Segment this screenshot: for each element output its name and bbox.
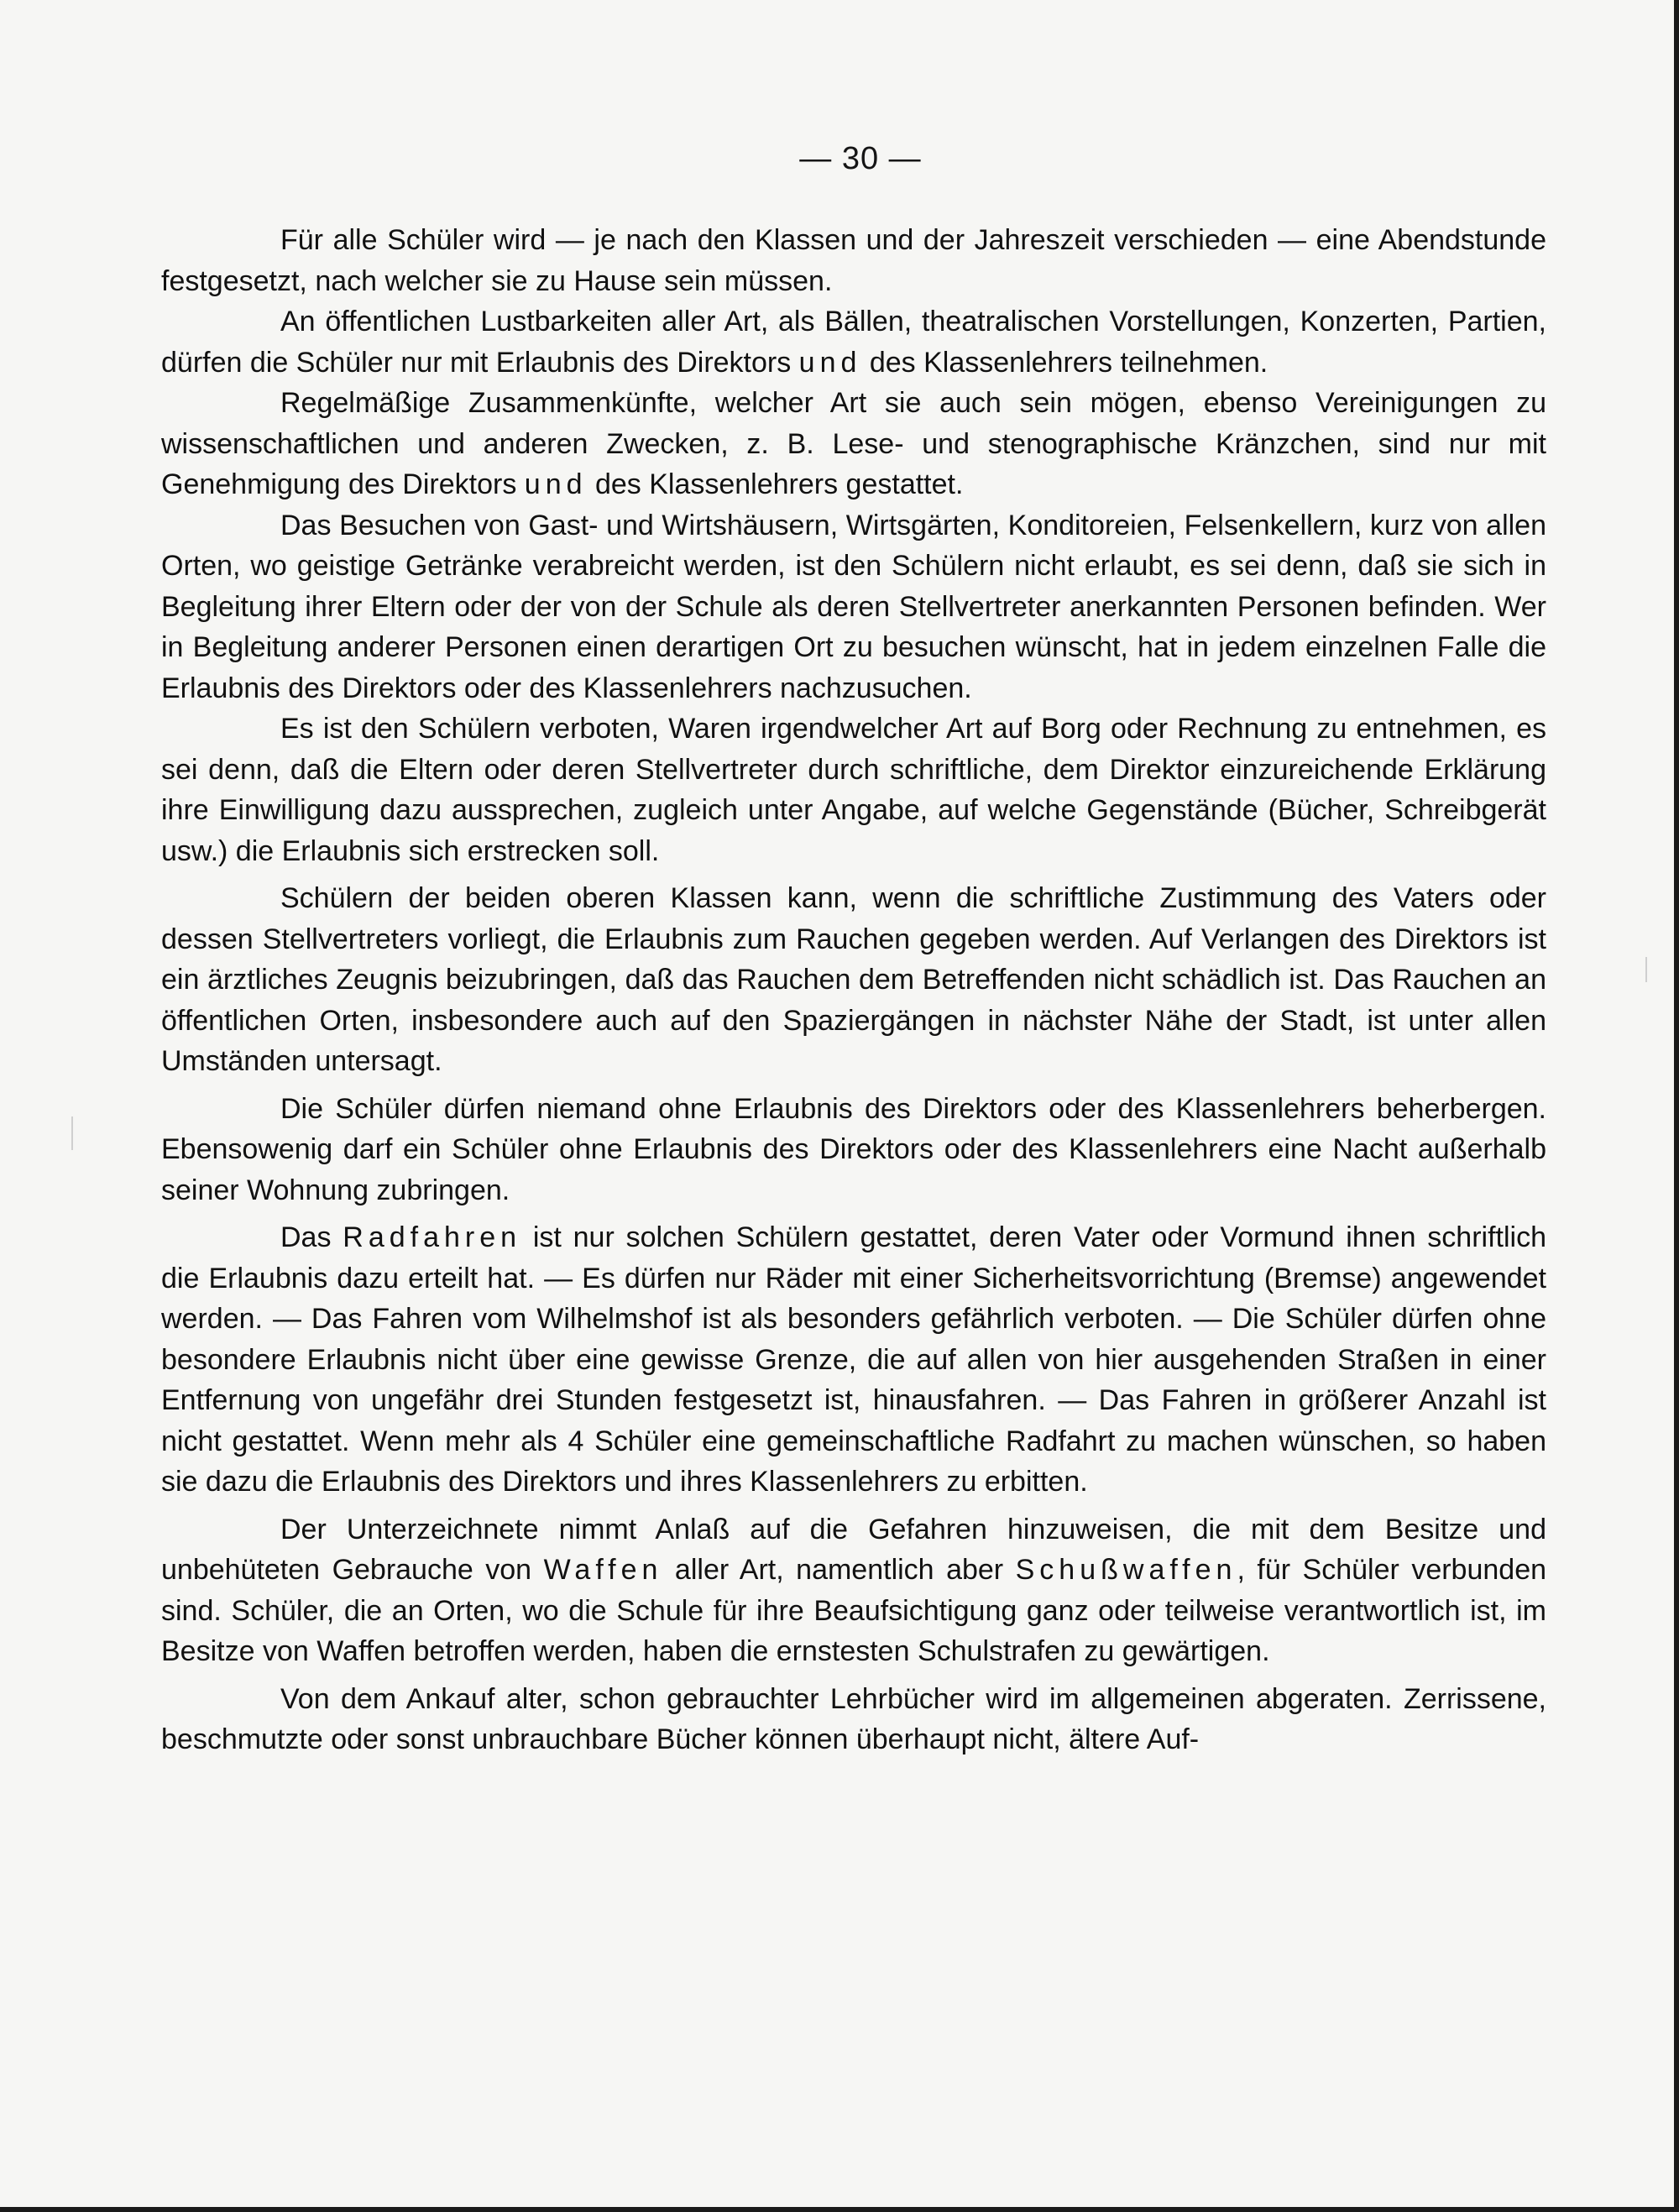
paragraph-weapons: Der Unterzeichnete nimmt Anlaß auf die Gefahren hinzuweisen, die mit dem Besitze und unbehüteten Gebrauche von Waffen aller Art, namentlich aber Schußwaffen, für Schüler verbunden sind. Schüler, die an Orten, wo die Schule für ihre Beaufsichtigung ganz oder teilweise verantwortlich ist, im Besitze von Waffen betroffen werden, haben die ernstesten Schulstrafen zu gewärtigen. — [161, 1513, 1547, 1667]
body-text — [161, 220, 1546, 1760]
page-number: — 30 — — [799, 141, 922, 176]
paragraph-meetings: Regelmäßige Zusammenkünfte, welcher Art sie auch sein mögen, ebenso Vereinigungen zu wissenschaftlichen und anderen Zwecken, z. B. Lese- und stenographische Kränzchen, sind nur mit Genehmigung des Direktors und des Klassenlehrers gestattet. — [161, 387, 1546, 500]
paragraph-textbooks: Von dem Ankauf alter, schon gebrauchter Lehrbücher wird im allgemeinen abgeraten. Zerrissene, beschmutzte oder sonst unbrauchbare Bücher können überhaupt nicht, ältere Auf- — [161, 1682, 1546, 1755]
scan-edge-mark — [71, 1116, 73, 1150]
paragraph-lodging: Die Schüler dürfen niemand ohne Erlaubnis des Direktors oder des Klassenlehrers beherbergen. Ebensowenig darf ein Schüler ohne Erlaubnis des Direktors oder des Klassenlehrers eine Nacht außerhalb seiner Wohnung zubringen. — [161, 1092, 1546, 1206]
paragraph-public-events: An öffentlichen Lustbarkeiten aller Art, als Bällen, theatralischen Vorstellungen, Konzerten, Partien, dürfen die Schüler nur mit Erlaubnis des Direktors und des Klassenlehrers teilnehmen. — [161, 306, 1546, 379]
scan-edge-mark — [1645, 957, 1647, 982]
paragraph-smoking: Schülern der beiden oberen Klassen kann, wenn die schriftliche Zustimmung des Vaters oder dessen Stellvertreters vorliegt, die Erlaubnis zum Rauchen gegeben werden. Auf Verlangen des Direktors ist ein ärztliches Zeugnis beizubringen, daß das Rauchen dem Betreffenden nicht schädlich ist. Das Rauchen an öffentlichen Orten, insbesondere auch auf den Spaziergängen in nächster Nähe der Stadt, ist unter allen Umständen untersagt. — [161, 882, 1546, 1077]
paragraph-credit: Es ist den Schülern verboten, Waren irgendwelcher Art auf Borg oder Rechnung zu entnehmen, es sei denn, daß die Eltern oder deren Stellvertreter durch schriftliche, dem Direktor einzureichende Erklärung ihre Einwilligung dazu aussprechen, zugleich unter Angabe, auf welche Gegenstände (Bücher, Schreibgerät usw.) die Erlaubnis sich erstrecken soll. — [161, 713, 1546, 867]
paragraph-cycling: Das Radfahren ist nur solchen Schülern gestattet, deren Vater oder Vormund ihnen schriftlich die Erlaubnis dazu erteilt hat. — Es dürfen nur Räder mit einer Sicherheitsvorrichtung (Bremse) angewendet werden. — Das Fahren vom Wilhelmshof ist als besonders gefährlich verboten. — Die Schüler dürfen ohne besondere Erlaubnis nicht über eine gewisse Grenze, die auf allen von hier ausgehenden Straßen in einer Entfernung von ungefähr drei Stunden festgesetzt ist, hinausfahren. — Das Fahren in größerer Anzahl ist nicht gestattet. Wenn mehr als 4 Schüler eine gemeinschaftliche Radfahrt zu machen wünschen, so haben sie dazu die Erlaubnis des Direktors und ihres Klassenlehrers zu erbitten. — [161, 1221, 1546, 1498]
paragraph-taverns: Das Besuchen von Gast- und Wirtshäusern, Wirtsgärten, Konditoreien, Felsenkellern, kurz von allen Orten, wo geistige Getränke verabreicht werden, ist den Schülern nicht erlaubt, es sei denn, daß sie sich in Begleitung ihrer Eltern oder der von der Schule als deren Stellvertreter anerkannten Personen befinden. Wer in Begleitung anderer Personen einen derartigen Ort zu besuchen wünscht, hat in jedem einzelnen Falle die Erlaubnis des Direktors oder des Klassenlehrers nachzusuchen. — [161, 509, 1546, 704]
paragraph-curfew: Für alle Schüler wird — je nach den Klassen und der Jahreszeit verschieden — eine Abendstunde festgesetzt, nach welcher sie zu Hause sein müssen. — [161, 224, 1546, 297]
